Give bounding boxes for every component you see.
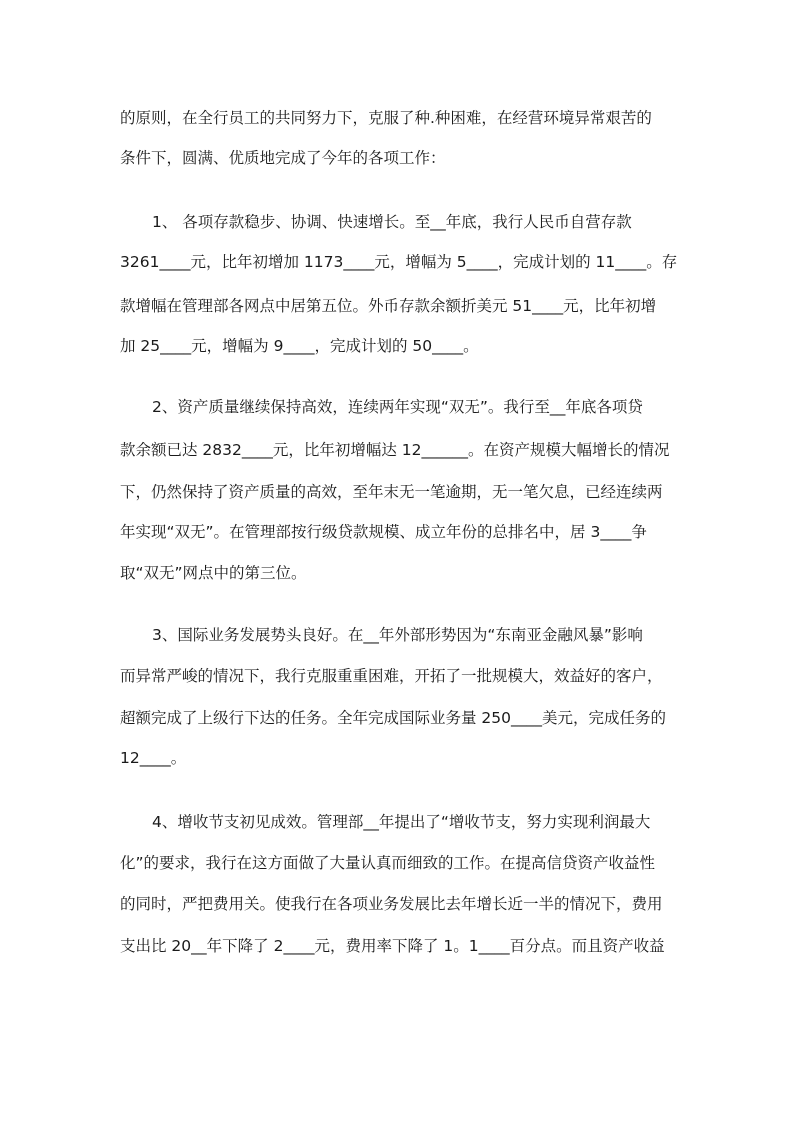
paragraph-item-3-line-1: 3、国际业务发展势头良好。在__年外部形势因为“东南亚金融风暴”影响 xyxy=(152,626,643,644)
paragraph-item-4-line-1: 4、增收节支初见成效。管理部__年提出了“增收节支，努力实现利润最大 xyxy=(152,813,651,831)
paragraph-item-1-line-2: 3261____元，比年初增加 1173____元，增幅为 5____，完成计划的 11____。存 xyxy=(120,253,678,271)
paragraph-item-4-line-3: 的同时，严把费用关。使我行在各项业务发展比去年增长近一半的情况下，费用 xyxy=(120,895,663,913)
paragraph-item-1-line-4: 加 25____元，增幅为 9____，完成计划的 50____。 xyxy=(120,337,479,355)
paragraph-item-2-line-2: 款余额已达 2832____元，比年初增幅达 12______。在资产规模大幅增长的情况 xyxy=(120,441,670,459)
paragraph-intro-line-1: 的原则，在全行员工的共同努力下，克服了种.种困难，在经营环境异常艰苦的 xyxy=(120,109,652,127)
paragraph-item-4-line-2: 化”的要求，我行在这方面做了大量认真而细致的工作。在提高信贷资产收益性 xyxy=(120,854,656,872)
paragraph-item-2-line-4: 年实现“双无”。在管理部按行级贷款规模、成立年份的总排名中，居 3____争 xyxy=(120,523,647,541)
paragraph-item-2-line-5: 取“双无”网点中的第三位。 xyxy=(120,564,307,582)
paragraph-item-3-line-4: 12____。 xyxy=(120,749,187,767)
paragraph-item-2-line-3: 下，仍然保持了资产质量的高效，至年末无一笔逾期，无一笔欠息，已经连续两 xyxy=(120,483,663,501)
paragraph-intro-line-2: 条件下，圆满、优质地完成了今年的各项工作： xyxy=(120,149,446,167)
paragraph-item-1-line-3: 款增幅在管理部各网点中居第五位。外币存款余额折美元 51____元，比年初增 xyxy=(120,297,657,315)
paragraph-item-3-line-2: 而异常严峻的情况下，我行克服重重困难，开拓了一批规模大，效益好的客户， xyxy=(120,667,663,685)
paragraph-item-2-line-1: 2、资产质量继续保持高效，连续两年实现“双无”。我行至__年底各项贷 xyxy=(152,398,643,416)
paragraph-item-3-line-3: 超额完成了上级行下达的任务。全年完成国际业务量 250____美元，完成任务的 xyxy=(120,709,667,727)
paragraph-item-1-line-1: 1、 各项存款稳步、协调、快速增长。至__年底，我行人民币自营存款 xyxy=(152,213,632,231)
paragraph-item-4-line-4: 支出比 20__年下降了 2____元，费用率下降了 1。1____百分点。而且资产收益 xyxy=(120,937,665,955)
